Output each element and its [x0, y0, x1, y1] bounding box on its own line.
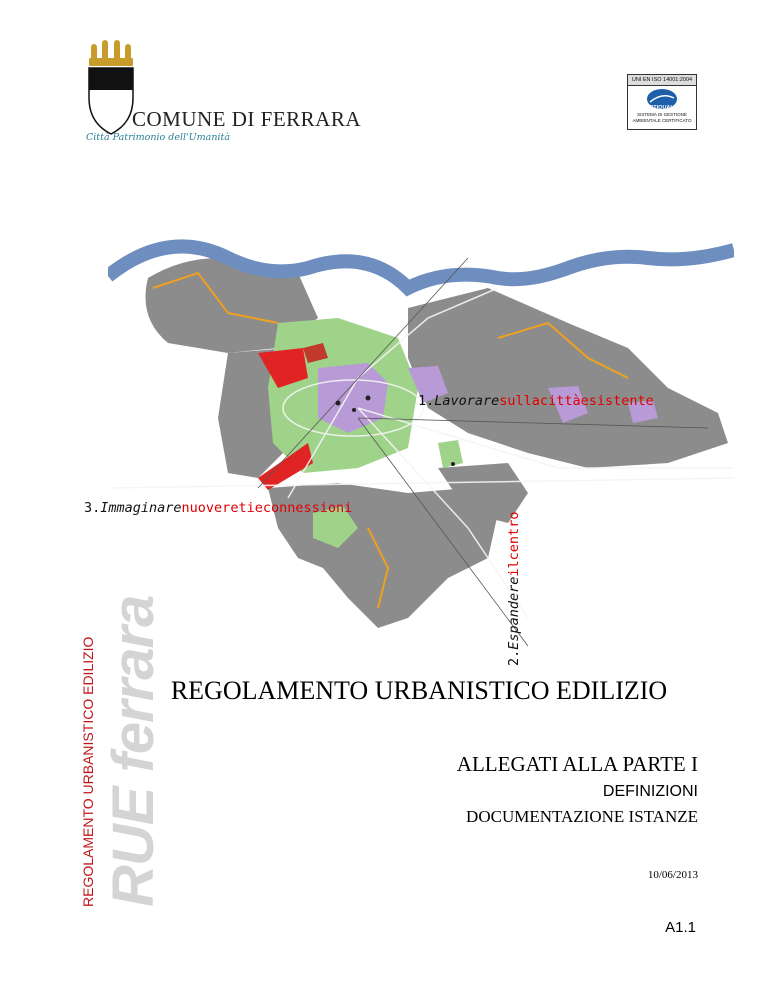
map-label-3 [84, 500, 352, 516]
map-label-3-verb: Immaginare [100, 500, 182, 516]
side-vertical-title: REGOLAMENTO URBANISTICO EDILIZIO [80, 636, 96, 907]
document-date: 10/06/2013 [647, 869, 698, 881]
document-section-definizioni: DEFINIZIONI [602, 783, 698, 800]
map-label-2-verb: Espandere [506, 576, 522, 650]
map-label-3-text: nuoveretieconnessioni [181, 500, 353, 516]
comune-name: COMUNE DI FERRARA [132, 107, 362, 131]
certification-badge [627, 74, 697, 130]
map-label-1-number: 1. [418, 393, 435, 409]
cert-line-2: AMBIENTALE CERTIFICATO [632, 118, 692, 123]
cert-standard: UNI EN ISO 14001:2004 [628, 75, 696, 86]
cert-brand: CERTIQUALITY [641, 105, 683, 111]
side-brand-watermark: RUE ferrara [101, 595, 166, 907]
cert-line-1: SISTEMA DI GESTIONE [637, 112, 687, 117]
document-section-documentazione: DOCUMENTAZIONE ISTANZE [466, 807, 698, 826]
coat-of-arms-logo [83, 38, 139, 138]
map-label-1-text: sullacittàesistente [499, 393, 654, 409]
cert-description [628, 112, 696, 124]
map-label-2 [506, 512, 522, 666]
map-label-3-number: 3. [84, 500, 101, 516]
map-label-1-verb: Lavorare [434, 393, 500, 409]
document-subtitle: ALLEGATI ALLA PARTE I [456, 752, 698, 776]
comune-tagline: Città Patrimonio dell'Umanità [86, 132, 230, 143]
map-label-2-number: 2. [506, 649, 522, 666]
document-code: A1.1 [665, 919, 696, 936]
map-label-1 [418, 393, 654, 409]
map-label-2-text: ilcentro [506, 511, 522, 577]
document-title: REGOLAMENTO URBANISTICO EDILIZIO [170, 676, 668, 705]
city-map [108, 228, 734, 646]
map-green-east [438, 440, 463, 468]
